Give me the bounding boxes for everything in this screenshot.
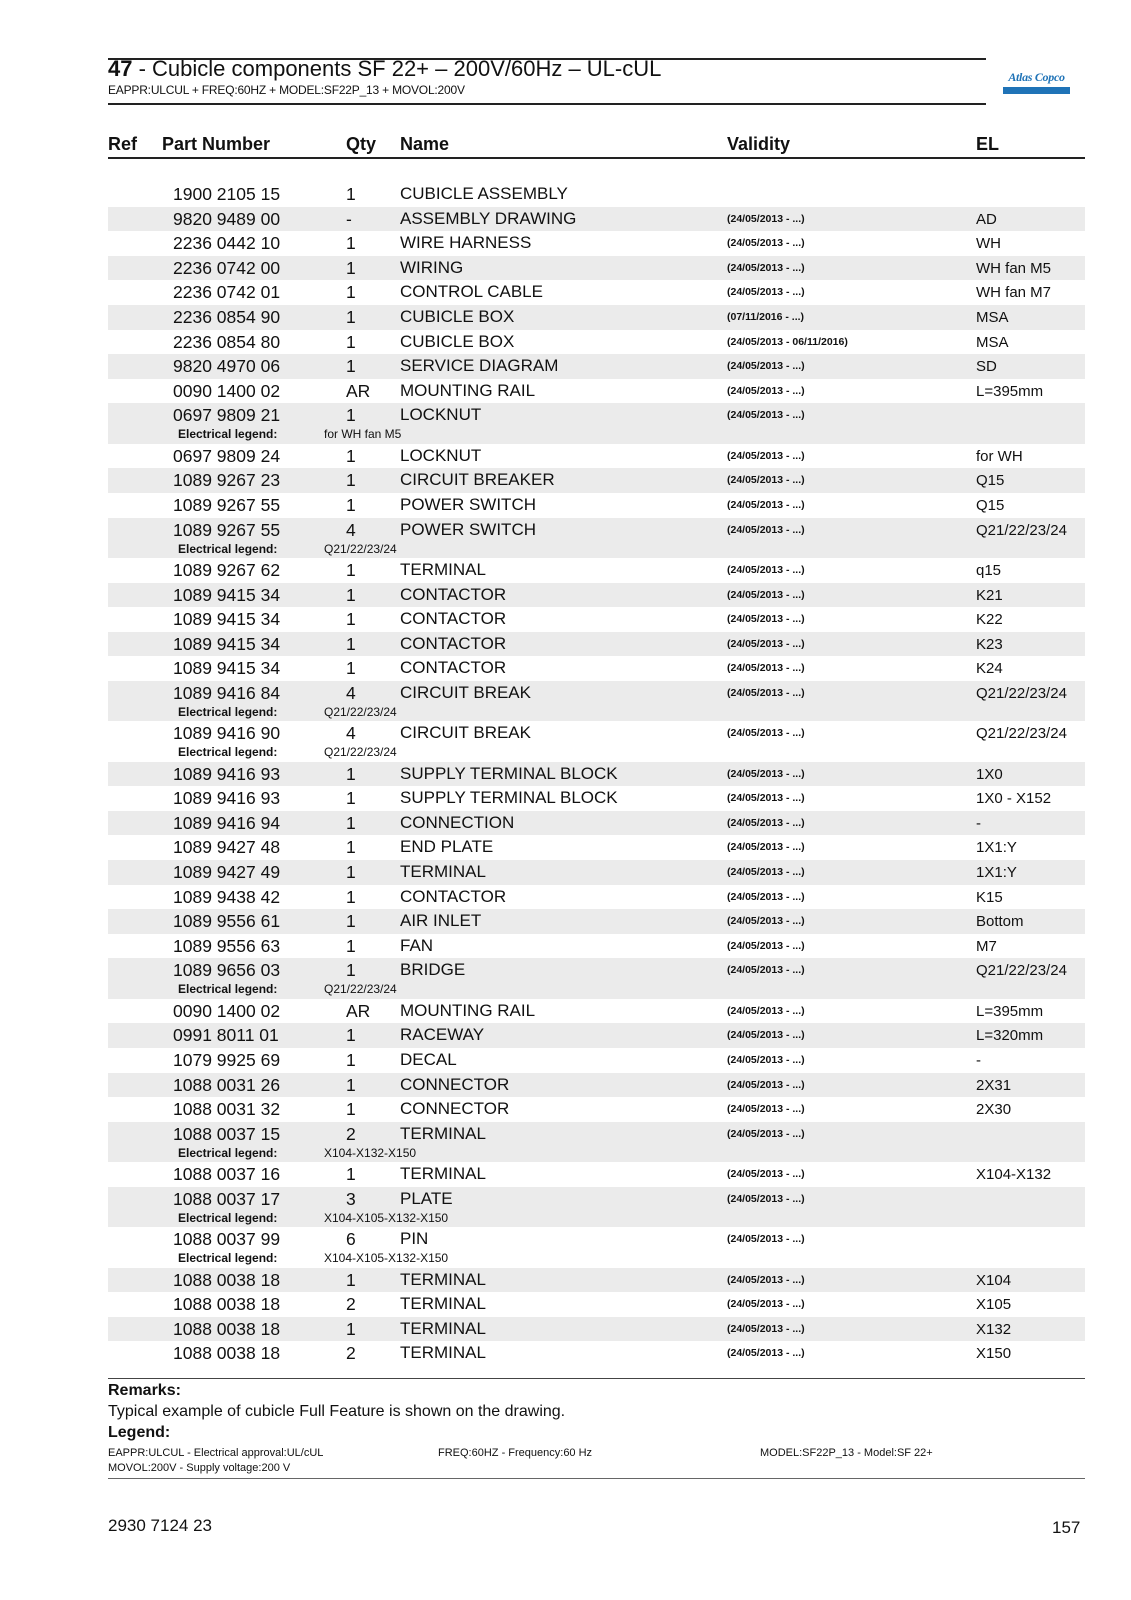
table-end-rule [108, 1378, 1085, 1379]
table-row [108, 207, 1085, 232]
qty-cell: 1 [346, 233, 356, 254]
name-cell: SERVICE DIAGRAM [400, 356, 559, 376]
remarks-text: Typical example of cubicle Full Feature is shown on the drawing. [108, 1403, 566, 1420]
part-number-cell: 1088 0038 18 [173, 1294, 281, 1315]
table-row [108, 1122, 1085, 1162]
name-cell: MOUNTING RAIL [400, 1000, 536, 1020]
el-cell: WH [976, 235, 1001, 253]
part-number-cell: 1089 9267 23 [173, 470, 281, 491]
validity-cell: (24/05/2013 - ...) [727, 1078, 805, 1091]
el-cell: Q21/22/23/24 [976, 684, 1067, 702]
part-number-cell: 1088 0038 18 [173, 1343, 281, 1364]
validity-cell: (24/05/2013 - ...) [727, 1347, 805, 1360]
el-cell: MSA [976, 308, 1009, 326]
el-cell: SD [976, 358, 997, 376]
el-cell: Q15 [976, 496, 1005, 514]
part-number-cell: 1089 9415 34 [173, 658, 281, 679]
remarks-label: Remarks: [108, 1382, 181, 1399]
validity-cell: (24/05/2013 - ...) [727, 1004, 805, 1017]
part-number-cell: 1088 0037 16 [173, 1164, 281, 1185]
table-row [108, 403, 1085, 443]
qty-cell: 1 [346, 470, 356, 491]
part-number-cell: 9820 9489 00 [173, 208, 281, 229]
part-number-cell: 1088 0038 18 [173, 1269, 281, 1290]
electrical-legend-value: Q21/22/23/24 [324, 982, 397, 997]
name-cell: PIN [400, 1229, 429, 1249]
name-cell: CONNECTOR [400, 1099, 510, 1119]
el-cell: 1X1:Y [976, 839, 1017, 857]
name-cell: END PLATE [400, 837, 494, 857]
qty-cell: 1 [346, 763, 356, 784]
table-header [108, 131, 1085, 159]
qty-cell: 2 [346, 1294, 356, 1315]
qty-cell: 1 [346, 837, 356, 858]
table-row [108, 1097, 1085, 1122]
name-cell: CUBICLE BOX [400, 306, 515, 326]
name-cell: CIRCUIT BREAKER [400, 470, 555, 490]
table-row [108, 909, 1085, 934]
validity-cell: (24/05/2013 - ...) [727, 237, 805, 250]
validity-cell: (24/05/2013 - ...) [727, 915, 805, 928]
col-name: Name [400, 134, 450, 154]
validity-cell: (07/11/2016 - ...) [727, 310, 805, 323]
document-number: 2930 7124 23 [108, 1516, 212, 1535]
electrical-legend-value: Q21/22/23/24 [324, 745, 397, 760]
el-cell: AD [976, 210, 997, 228]
validity-cell: (24/05/2013 - ...) [727, 523, 805, 536]
table-row [108, 444, 1085, 469]
validity-cell: (24/05/2013 - ...) [727, 890, 805, 903]
validity-cell: (24/05/2013 - ...) [727, 816, 805, 829]
part-number-cell: 1089 9427 48 [173, 837, 281, 858]
validity-cell: (24/05/2013 - ...) [727, 1322, 805, 1335]
part-number-cell: 1089 9438 42 [173, 886, 281, 907]
el-cell: X150 [976, 1345, 1012, 1363]
col-el: EL [976, 134, 1000, 154]
el-cell: 1X0 - X152 [976, 790, 1052, 808]
qty-cell: 4 [346, 519, 356, 540]
validity-cell: (24/05/2013 - ...) [727, 449, 805, 462]
table-row [108, 280, 1085, 305]
table-row [108, 379, 1085, 404]
part-number-cell: 2236 0742 01 [173, 282, 281, 303]
part-number-cell: 0697 9809 21 [173, 405, 281, 426]
part-number-cell: 9820 4970 06 [173, 356, 281, 377]
qty-cell: 1 [346, 658, 356, 679]
table-row [108, 182, 1085, 207]
table-row [108, 558, 1085, 583]
legend-model: MODEL:SF22P_13 - Model:SF 22+ [760, 1447, 933, 1459]
table-row [108, 1317, 1085, 1342]
qty-cell: 2 [346, 1343, 356, 1364]
table-row [108, 999, 1085, 1024]
el-cell: X104-X132 [976, 1166, 1052, 1184]
name-cell: RACEWAY [400, 1025, 485, 1045]
el-cell: Q15 [976, 472, 1005, 490]
part-number-cell: 1089 9415 34 [173, 633, 281, 654]
qty-cell: 4 [346, 682, 356, 703]
el-cell: K24 [976, 660, 1003, 678]
validity-cell: (24/05/2013 - ...) [727, 212, 805, 225]
name-cell: WIRING [400, 257, 464, 277]
el-cell: Q21/22/23/24 [976, 725, 1067, 743]
el-cell: 1X1:Y [976, 864, 1017, 882]
table-row [108, 934, 1085, 959]
el-cell: X132 [976, 1320, 1012, 1338]
electrical-legend-value: Q21/22/23/24 [324, 704, 397, 719]
el-cell: K15 [976, 888, 1003, 906]
part-number-cell: 1089 9415 34 [173, 609, 281, 630]
validity-cell: (24/05/2013 - ...) [727, 286, 805, 299]
qty-cell: 1 [346, 1025, 356, 1046]
name-cell: CONTACTOR [400, 886, 507, 906]
qty-cell: 1 [346, 559, 356, 580]
name-cell: CONNECTION [400, 812, 515, 832]
qty-cell: 1 [346, 788, 356, 809]
name-cell: SUPPLY TERMINAL BLOCK [400, 788, 618, 808]
table-row [108, 518, 1085, 558]
qty-cell: 1 [346, 862, 356, 883]
el-cell: K21 [976, 586, 1003, 604]
name-cell: TERMINAL [400, 1164, 486, 1184]
el-cell: M7 [976, 937, 997, 955]
el-cell: - [976, 814, 981, 832]
table-row [108, 721, 1085, 761]
table-row [108, 330, 1085, 355]
part-number-cell: 1088 0037 99 [173, 1229, 281, 1250]
name-cell: TERMINAL [400, 1294, 486, 1314]
qty-cell: 1 [346, 1049, 356, 1070]
section-number: 47 [108, 56, 133, 81]
qty-cell: 1 [346, 356, 356, 377]
col-qty: Qty [346, 134, 377, 154]
el-cell: K22 [976, 611, 1003, 629]
name-cell: TERMINAL [400, 1343, 486, 1363]
part-number-cell: 2236 0442 10 [173, 233, 281, 254]
qty-cell: 1 [346, 886, 356, 907]
parts-table [108, 182, 1085, 1366]
qty-cell: 1 [346, 1269, 356, 1290]
table-row [108, 1048, 1085, 1073]
electrical-legend-value: X104-X105-X132-X150 [324, 1251, 449, 1266]
qty-cell: 1 [346, 306, 356, 327]
name-cell: CONTACTOR [400, 658, 507, 678]
part-number-cell: 0090 1400 02 [173, 1000, 281, 1021]
electrical-legend-label: Electrical legend: [178, 1145, 278, 1160]
table-row [108, 1187, 1085, 1227]
page-header [108, 56, 986, 98]
validity-cell: (24/05/2013 - ...) [727, 767, 805, 780]
name-cell: FAN [400, 935, 434, 955]
part-number-cell: 1089 9416 93 [173, 763, 281, 784]
qty-cell: 1 [346, 331, 356, 352]
qty-cell: - [346, 208, 352, 229]
table-row [108, 468, 1085, 493]
el-cell: Q21/22/23/24 [976, 962, 1067, 980]
name-cell: SUPPLY TERMINAL BLOCK [400, 763, 618, 783]
part-number-cell: 1089 9416 84 [173, 682, 281, 703]
qty-cell: 2 [346, 1123, 356, 1144]
part-number-cell: 1088 0037 15 [173, 1123, 281, 1144]
validity-cell: (24/05/2013 - ...) [727, 841, 805, 854]
part-number-cell: 0090 1400 02 [173, 380, 281, 401]
name-cell: POWER SWITCH [400, 519, 536, 539]
qty-cell: 1 [346, 609, 356, 630]
el-cell: X105 [976, 1296, 1012, 1314]
electrical-legend-label: Electrical legend: [178, 745, 278, 760]
table-row [108, 681, 1085, 721]
col-part-number: Part Number [162, 134, 271, 154]
legend-rule [108, 1478, 1085, 1479]
electrical-legend-value: X104-X105-X132-X150 [324, 1210, 449, 1225]
part-number-cell: 1088 0031 26 [173, 1074, 281, 1095]
validity-cell: (24/05/2013 - ...) [727, 1192, 805, 1205]
table-row [108, 1073, 1085, 1098]
legend-movol: MOVOL:200V - Supply voltage:200 V [108, 1462, 291, 1474]
name-cell: CONTROL CABLE [400, 282, 543, 302]
electrical-legend-value: for WH fan M5 [324, 427, 402, 442]
part-number-cell: 1900 2105 15 [173, 184, 281, 204]
table-row [108, 1268, 1085, 1293]
electrical-legend-label: Electrical legend: [178, 704, 278, 719]
validity-cell: (24/05/2013 - ...) [727, 1053, 805, 1066]
name-cell: TERMINAL [400, 862, 486, 882]
part-number-cell: 0697 9809 24 [173, 445, 281, 466]
el-cell: L=395mm [976, 1002, 1044, 1020]
part-number-cell: 1089 9267 55 [173, 519, 281, 540]
el-cell: q15 [976, 561, 1002, 579]
validity-cell: (24/05/2013 - ...) [727, 637, 805, 650]
el-cell: K23 [976, 635, 1003, 653]
section-title: - Cubicle components SF 22+ – 200V/60Hz – UL-cUL [132, 56, 662, 81]
name-cell: AIR INLET [400, 911, 482, 931]
name-cell: TERMINAL [400, 1269, 486, 1289]
table-row [108, 860, 1085, 885]
el-cell: Bottom [976, 913, 1024, 931]
table-row [108, 632, 1085, 657]
validity-cell: (24/05/2013 - ...) [727, 1273, 805, 1286]
legend-label: Legend: [108, 1424, 171, 1441]
validity-cell: (24/05/2013 - ...) [727, 1233, 805, 1246]
part-number-cell: 1089 9416 93 [173, 788, 281, 809]
name-cell: LOCKNUT [400, 445, 482, 465]
name-cell: TERMINAL [400, 1123, 486, 1143]
validity-cell: (24/05/2013 - ...) [727, 563, 805, 576]
qty-cell: 1 [346, 911, 356, 932]
validity-cell: (24/05/2013 - ...) [727, 474, 805, 487]
table-row [108, 762, 1085, 787]
validity-cell: (24/05/2013 - ...) [727, 360, 805, 373]
part-number-cell: 1089 9267 62 [173, 559, 281, 580]
qty-cell: 6 [346, 1229, 356, 1250]
el-cell: Q21/22/23/24 [976, 521, 1067, 539]
el-cell: WH fan M5 [976, 259, 1052, 277]
table-row [108, 958, 1085, 998]
table-row [108, 583, 1085, 608]
name-cell: TERMINAL [400, 559, 486, 579]
part-number-cell: 1089 9415 34 [173, 584, 281, 605]
name-cell: CIRCUIT BREAK [400, 723, 531, 743]
electrical-legend-label: Electrical legend: [178, 427, 278, 442]
name-cell: WIRE HARNESS [400, 233, 532, 253]
qty-cell: 1 [346, 584, 356, 605]
table-row [108, 305, 1085, 330]
part-number-cell: 1089 9416 94 [173, 812, 281, 833]
el-cell: L=320mm [976, 1027, 1044, 1045]
table-row [108, 1341, 1085, 1366]
table-row [108, 656, 1085, 681]
validity-cell: (24/05/2013 - ...) [727, 588, 805, 601]
table-row [108, 786, 1085, 811]
qty-cell: 1 [346, 257, 356, 278]
table-row [108, 256, 1085, 281]
table-row [108, 231, 1085, 256]
electrical-legend-value: X104-X132-X150 [324, 1145, 417, 1160]
col-validity: Validity [727, 134, 791, 154]
validity-cell: (24/05/2013 - ...) [727, 613, 805, 626]
table-row [108, 835, 1085, 860]
table-row [108, 1162, 1085, 1187]
el-cell: for WH [976, 447, 1023, 465]
qty-cell: 1 [346, 633, 356, 654]
table-row [108, 1227, 1085, 1267]
legend-freq: FREQ:60HZ - Frequency:60 Hz [438, 1447, 593, 1459]
qty-cell: 1 [346, 1164, 356, 1185]
validity-cell: (24/05/2013 - ...) [727, 964, 805, 977]
legend-eappr: EAPPR:ULCUL - Electrical approval:UL/cUL [108, 1447, 324, 1459]
validity-cell: (24/05/2013 - ...) [727, 1029, 805, 1042]
page-number: 157 [1052, 1518, 1081, 1537]
name-cell: CONTACTOR [400, 633, 507, 653]
validity-cell: (24/05/2013 - ...) [727, 939, 805, 952]
validity-cell: (24/05/2013 - ...) [727, 409, 805, 422]
qty-cell: 1 [346, 184, 356, 204]
validity-cell: (24/05/2013 - ...) [727, 384, 805, 397]
qty-cell: 1 [346, 405, 356, 426]
validity-cell: (24/05/2013 - ...) [727, 662, 805, 675]
el-cell: - [976, 1051, 981, 1069]
name-cell: DECAL [400, 1049, 457, 1069]
electrical-legend-value: Q21/22/23/24 [324, 541, 397, 556]
part-number-cell: 1089 9556 63 [173, 935, 281, 956]
qty-cell: 1 [346, 935, 356, 956]
validity-cell: (24/05/2013 - ...) [727, 866, 805, 879]
qty-cell: 1 [346, 960, 356, 981]
name-cell: CONNECTOR [400, 1074, 510, 1094]
qty-cell: 3 [346, 1188, 356, 1209]
part-number-cell: 1089 9416 90 [173, 723, 281, 744]
brand-logo [1003, 64, 1070, 94]
qty-cell: AR [346, 1000, 371, 1021]
page-title [108, 56, 986, 82]
name-cell: BRIDGE [400, 960, 466, 980]
name-cell: ASSEMBLY DRAWING [400, 208, 577, 228]
el-cell: WH fan M7 [976, 284, 1052, 302]
logo-wordmark: Atlas Copco [1008, 70, 1065, 84]
validity-cell: (24/05/2013 - ...) [727, 792, 805, 805]
part-number-cell: 1079 9925 69 [173, 1049, 281, 1070]
name-cell: CUBICLE BOX [400, 331, 515, 351]
logo-bar [1003, 87, 1070, 94]
header-rule-bottom [108, 103, 986, 105]
electrical-legend-label: Electrical legend: [178, 1210, 278, 1225]
el-cell: MSA [976, 333, 1009, 351]
table-row [108, 1023, 1085, 1048]
table-row [108, 607, 1085, 632]
part-number-cell: 2236 0854 80 [173, 331, 281, 352]
validity-cell: (24/05/2013 - ...) [727, 727, 805, 740]
name-cell: POWER SWITCH [400, 494, 536, 514]
validity-cell: (24/05/2013 - ...) [727, 686, 805, 699]
part-number-cell: 1089 9427 49 [173, 862, 281, 883]
name-cell: LOCKNUT [400, 405, 482, 425]
part-number-cell: 0991 8011 01 [173, 1025, 279, 1046]
qty-cell: AR [346, 380, 371, 401]
name-cell: MOUNTING RAIL [400, 380, 536, 400]
table-row [108, 1292, 1085, 1317]
table-row [108, 885, 1085, 910]
qty-cell: 1 [346, 1074, 356, 1095]
validity-cell: (24/05/2013 - ...) [727, 1298, 805, 1311]
validity-cell: (24/05/2013 - ...) [727, 261, 805, 274]
name-cell: CUBICLE ASSEMBLY [400, 184, 568, 203]
el-cell: 2X31 [976, 1076, 1012, 1094]
validity-cell: (24/05/2013 - ...) [727, 498, 805, 511]
page-subtitle: EAPPR:ULCUL + FREQ:60HZ + MODEL:SF22P_13 + MOVOL:200V [108, 83, 465, 97]
part-number-cell: 1088 0037 17 [173, 1188, 281, 1209]
part-number-cell: 1089 9656 03 [173, 960, 281, 981]
electrical-legend-label: Electrical legend: [178, 541, 278, 556]
qty-cell: 1 [346, 812, 356, 833]
el-cell: 2X30 [976, 1101, 1012, 1119]
validity-cell: (24/05/2013 - ...) [727, 1127, 805, 1140]
table-row [108, 354, 1085, 379]
el-cell: X104 [976, 1271, 1012, 1289]
validity-cell: (24/05/2013 - ...) [727, 1103, 805, 1116]
part-number-cell: 2236 0854 90 [173, 306, 281, 327]
el-cell: L=395mm [976, 382, 1044, 400]
name-cell: PLATE [400, 1188, 453, 1208]
electrical-legend-label: Electrical legend: [178, 1251, 278, 1266]
table-row [108, 811, 1085, 836]
name-cell: CIRCUIT BREAK [400, 682, 531, 702]
name-cell: CONTACTOR [400, 584, 507, 604]
qty-cell: 1 [346, 282, 356, 303]
table-row [108, 493, 1085, 518]
part-number-cell: 1088 0031 32 [173, 1099, 281, 1120]
part-number-cell: 1088 0038 18 [173, 1318, 281, 1339]
part-number-cell: 1089 9556 61 [173, 911, 281, 932]
qty-cell: 1 [346, 1099, 356, 1120]
validity-cell: (24/05/2013 - ...) [727, 1168, 805, 1181]
col-ref: Ref [108, 134, 138, 154]
electrical-legend-label: Electrical legend: [178, 982, 278, 997]
el-cell: 1X0 [976, 765, 1003, 783]
part-number-cell: 1089 9267 55 [173, 494, 281, 515]
qty-cell: 1 [346, 494, 356, 515]
name-cell: CONTACTOR [400, 609, 507, 629]
name-cell: TERMINAL [400, 1318, 486, 1338]
validity-cell: (24/05/2013 - 06/11/2016) [727, 335, 848, 348]
qty-cell: 4 [346, 723, 356, 744]
part-number-cell: 2236 0742 00 [173, 257, 281, 278]
qty-cell: 1 [346, 445, 356, 466]
qty-cell: 1 [346, 1318, 356, 1339]
